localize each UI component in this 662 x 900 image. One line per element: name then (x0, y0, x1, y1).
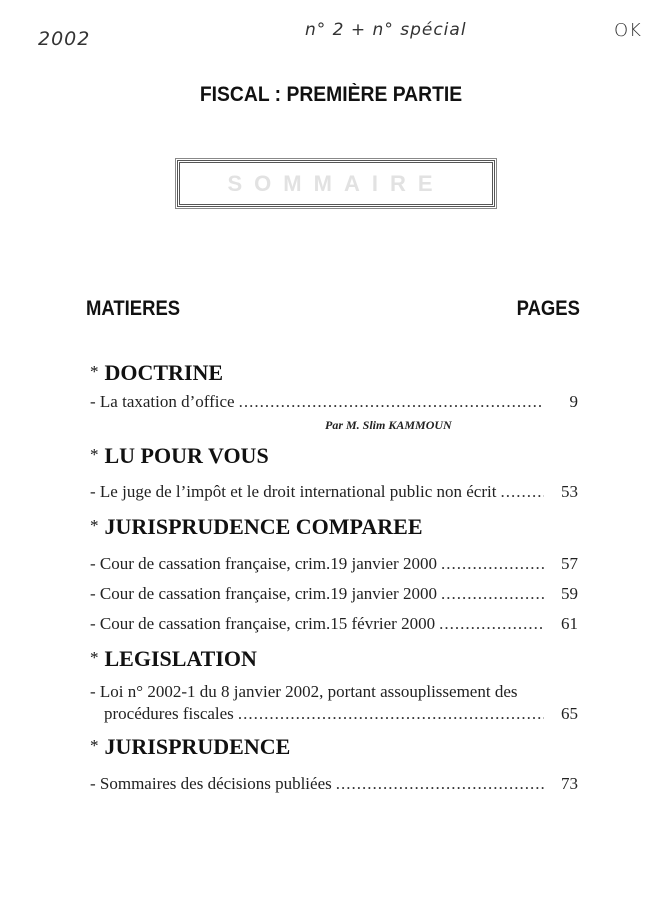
handwritten-year: 2002 (38, 28, 91, 50)
asterisk-icon: * (90, 362, 99, 381)
entry-text: - Cour de cassation française, crim.19 janvier 2000 (90, 584, 437, 603)
column-header-pages: PAGES (516, 297, 580, 320)
dot-leader (441, 554, 544, 574)
dot-leader (239, 392, 544, 412)
entry-page: 73 (561, 774, 578, 793)
toc-entry[interactable] (90, 614, 578, 634)
entry-text: - Cour de cassation française, crim.15 février 2000 (90, 614, 436, 633)
entry-page: 59 (561, 584, 578, 603)
entry-text: - Sommaires des décisions publiées (90, 774, 332, 793)
asterisk-icon: * (90, 445, 99, 464)
entry-page: 53 (561, 482, 578, 501)
section-legislation (90, 646, 257, 672)
entry-text: procédures fiscales (104, 704, 234, 723)
section-title: LEGISLATION (104, 646, 257, 671)
entry-page: 57 (561, 554, 578, 573)
asterisk-icon: * (90, 516, 99, 535)
dot-leader (500, 482, 544, 502)
asterisk-icon: * (90, 736, 99, 755)
toc-entry[interactable] (90, 774, 578, 794)
toc-entry[interactable] (90, 482, 578, 502)
entry-text: - Le juge de l’impôt et le droit international public non écrit (90, 482, 497, 501)
toc-entry-line1[interactable]: - Loi n° 2002-1 du 8 janvier 2002, portant assouplissement des (90, 682, 518, 701)
section-doctrine (90, 360, 223, 386)
section-title: LU POUR VOUS (104, 443, 269, 468)
handwritten-ok: OK (614, 20, 642, 41)
sommaire-label: SOMMAIRE (227, 170, 445, 196)
page-title: FISCAL : PREMIÈRE PARTIE (199, 83, 463, 106)
section-jurisprudence (90, 734, 290, 760)
entry-text: - Cour de cassation française, crim.19 janvier 2000 (90, 554, 437, 573)
dot-leader (439, 614, 544, 634)
entry-page: 65 (561, 704, 578, 723)
entry-page: 61 (561, 614, 578, 633)
section-title: JURISPRUDENCE COMPAREE (104, 514, 423, 539)
section-jurisprudence-comparee (90, 514, 423, 540)
entry-page: 9 (569, 392, 578, 411)
dot-leader (238, 704, 544, 724)
toc-entry[interactable] (104, 704, 578, 724)
toc-entry[interactable] (90, 392, 578, 412)
handwritten-issue-note: n° 2 + n° spécial (305, 20, 467, 40)
entry-text: - La taxation d’office (90, 392, 235, 411)
author-credit: Par M. Slim KAMMOUN (325, 418, 452, 432)
section-lu-pour-vous (90, 443, 269, 469)
asterisk-icon: * (90, 648, 99, 667)
toc-entry[interactable] (90, 584, 578, 604)
sommaire-box (177, 160, 495, 207)
section-title: DOCTRINE (104, 360, 224, 385)
section-title: JURISPRUDENCE (104, 734, 291, 759)
toc-entry[interactable] (90, 554, 578, 574)
dot-leader (441, 584, 544, 604)
dot-leader (336, 774, 544, 794)
column-header-matieres: MATIERES (86, 297, 181, 320)
